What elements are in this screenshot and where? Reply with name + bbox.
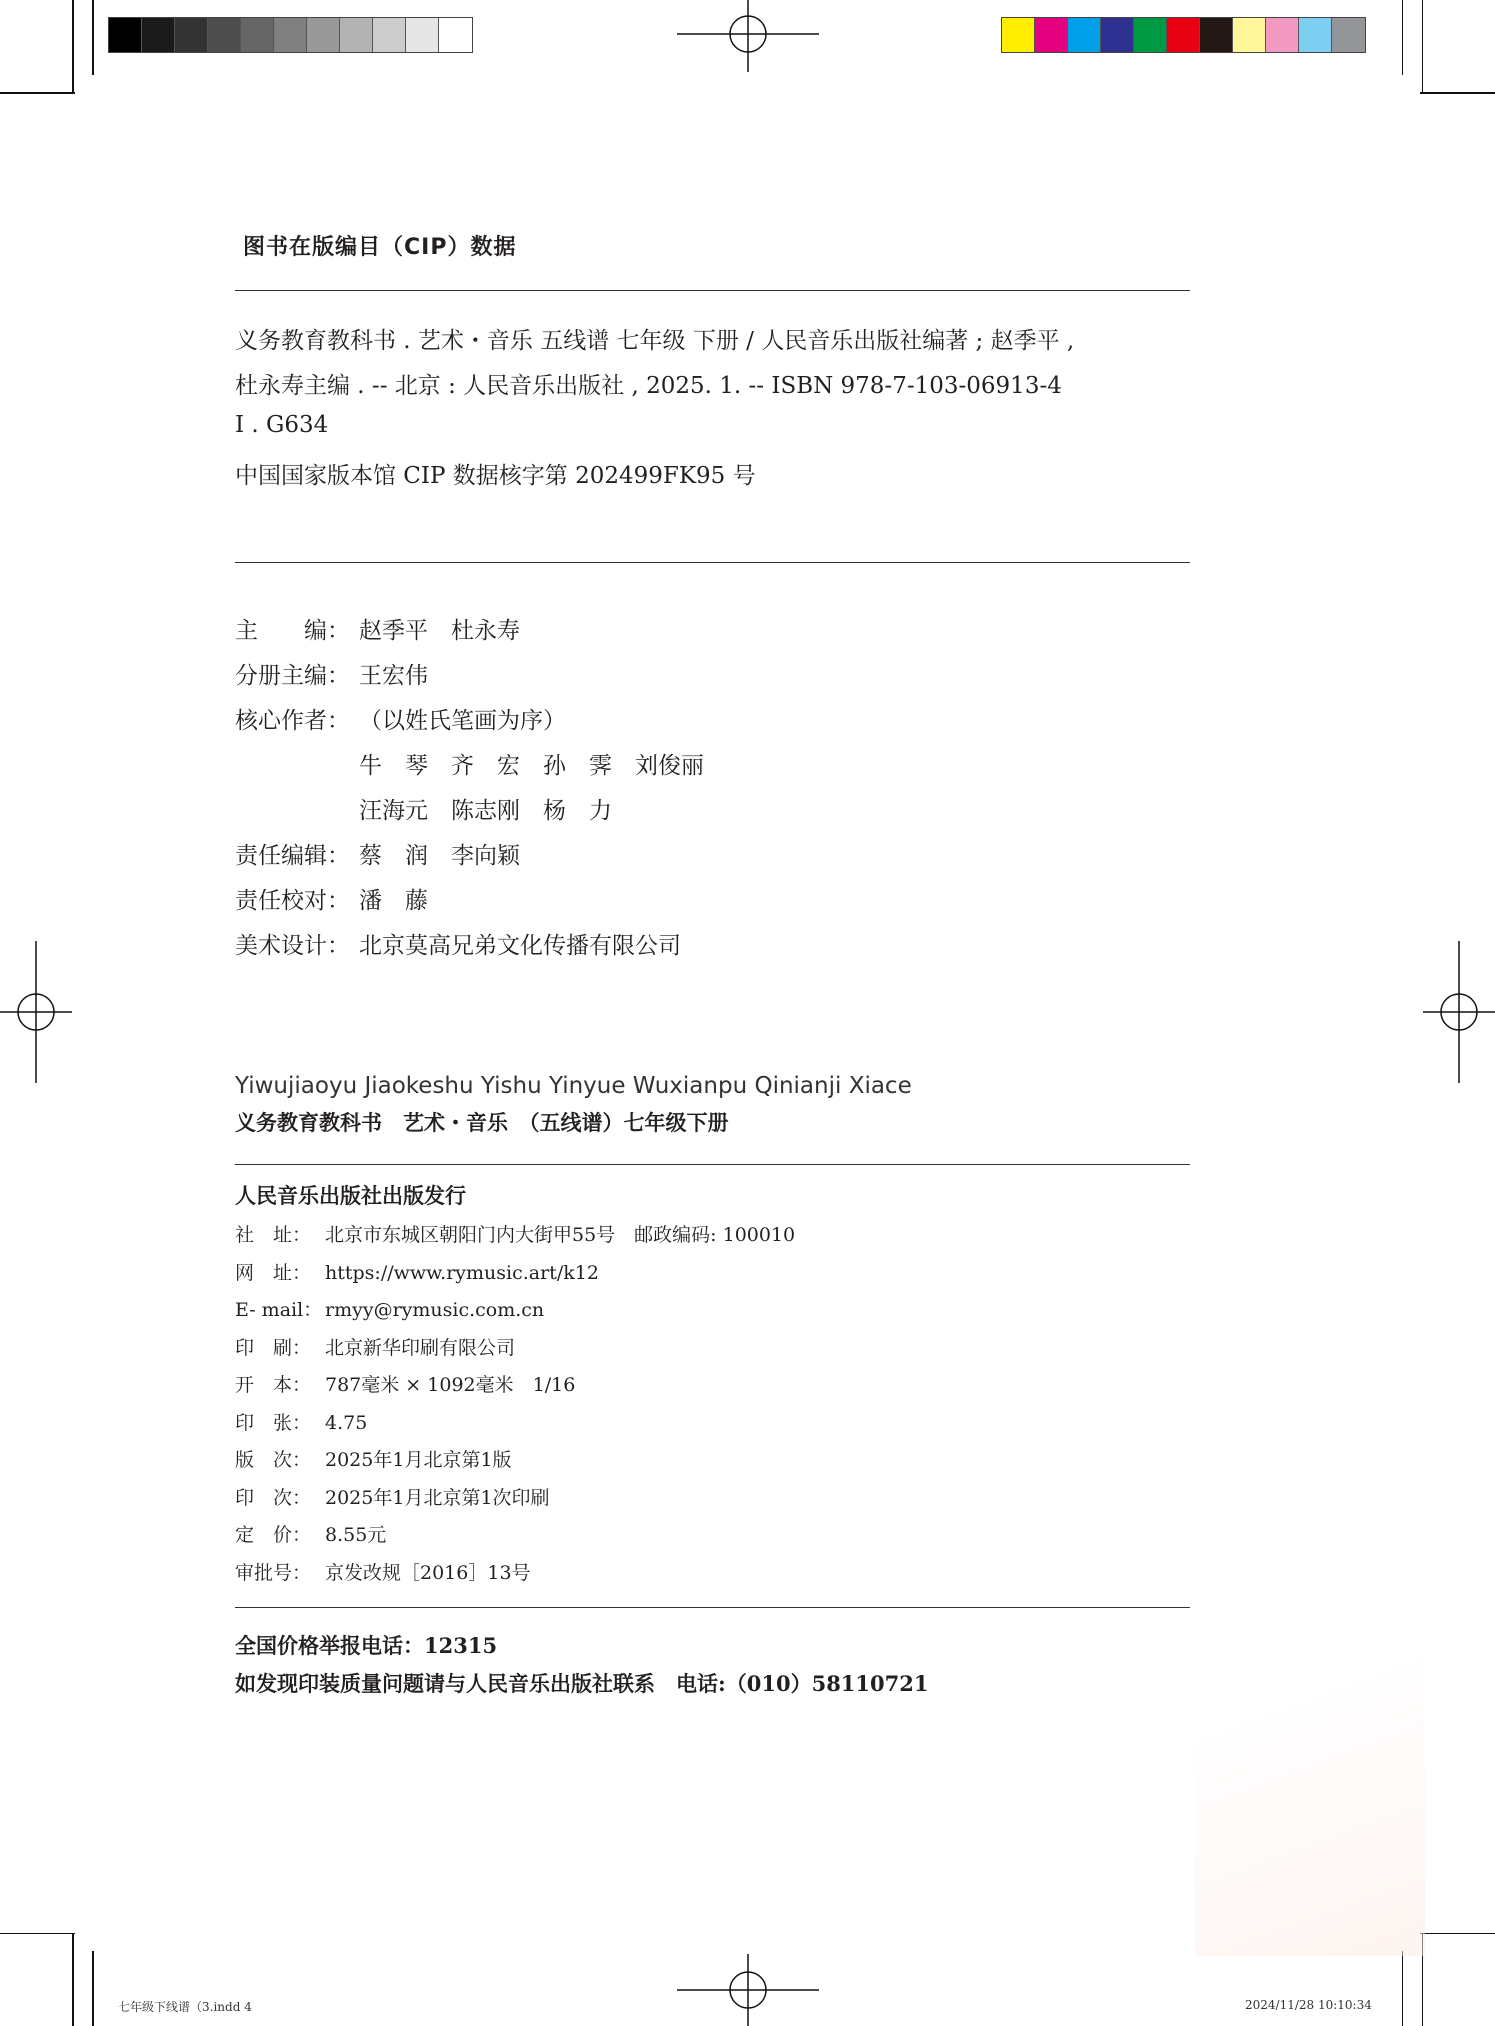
info-label: 印 张： xyxy=(235,1411,312,1434)
credit-core-authors-row1: 牛 琴 齐 宏 孙 霁 刘俊丽 xyxy=(359,753,704,779)
info-label: 版 次： xyxy=(235,1449,312,1471)
gray-swatch xyxy=(142,18,175,52)
credit-label: 美术设计： xyxy=(235,933,350,959)
info-value: 北京新华印刷有限公司 xyxy=(325,1336,516,1359)
color-bar xyxy=(1001,17,1366,53)
publisher-info-row xyxy=(235,1483,550,1510)
info-label: 社 址： xyxy=(235,1224,312,1246)
gray-swatch xyxy=(175,18,208,52)
publisher-heading: 人民音乐出版社出版发行 xyxy=(235,1183,466,1208)
info-label: E- mail： xyxy=(235,1299,323,1321)
info-value: 2025年1月北京第1版 xyxy=(325,1449,512,1471)
cip-line: 中国国家版本馆 CIP 数据核字第 202499FK95 号 xyxy=(235,463,756,489)
info-value: 787毫米 × 1092毫米 1/16 xyxy=(325,1374,576,1396)
registration-mark-left xyxy=(0,941,72,1083)
registration-mark-right xyxy=(1423,941,1495,1083)
credit-value: 王宏伟 xyxy=(359,663,428,689)
publisher-info-row xyxy=(235,1558,531,1585)
credit-value: （以姓氏笔画为序） xyxy=(359,708,566,734)
publisher-info-row xyxy=(235,1220,795,1247)
info-value: 4.75 xyxy=(325,1411,368,1434)
gray-swatch xyxy=(373,18,406,52)
registration-mark-bottom xyxy=(677,1954,819,2026)
book-title: 义务教育教科书 艺术・音乐 （五线谱）七年级下册 xyxy=(235,1110,729,1135)
divider xyxy=(235,1607,1190,1608)
registration-mark-top xyxy=(677,0,819,72)
info-label: 审批号： xyxy=(235,1561,312,1584)
gray-swatch xyxy=(307,18,340,52)
divider xyxy=(235,1164,1190,1165)
credit-value: 潘 藤 xyxy=(359,888,428,914)
info-label: 开 本： xyxy=(235,1374,312,1396)
cip-line: 杜永寿主编 . -- 北京 : 人民音乐出版社 , 2025. 1. -- ISBN 978-7-103-06913-4 xyxy=(235,373,1062,399)
credit-chief-editor xyxy=(235,612,520,645)
info-value: 京发改规［2016］13号 xyxy=(325,1561,531,1584)
grayscale-bar xyxy=(108,17,473,53)
gray-swatch xyxy=(241,18,274,52)
credit-label: 分册主编： xyxy=(235,663,350,689)
cip-line: 义务教育教科书 . 艺术・音乐 五线谱 七年级 下册 / 人民音乐出版社编著 ; 赵季平 , xyxy=(235,328,1075,354)
credit-label: 主 编： xyxy=(235,618,350,644)
info-value: 北京市东城区朝阳门内大街甲55号 邮政编码: 100010 xyxy=(325,1224,796,1246)
color-swatch xyxy=(1200,18,1233,52)
credit-art-design xyxy=(235,927,681,960)
color-swatch xyxy=(1101,18,1134,52)
gray-swatch xyxy=(340,18,373,52)
color-swatch xyxy=(1266,18,1299,52)
credit-value: 北京莫高兄弟文化传播有限公司 xyxy=(359,933,681,959)
color-swatch xyxy=(1002,18,1035,52)
info-value: 2025年1月北京第1次印刷 xyxy=(325,1486,550,1509)
divider xyxy=(235,290,1190,291)
credit-value: 蔡 润 李向颖 xyxy=(359,843,520,869)
gray-swatch xyxy=(406,18,439,52)
info-value: 8.55元 xyxy=(325,1524,387,1546)
info-value: https://www.rymusic.art/k12 xyxy=(325,1261,599,1284)
slug-filename: 七年级下线谱（3.indd 4 xyxy=(118,2000,252,2014)
credit-core-authors xyxy=(235,702,566,735)
credit-proofreader xyxy=(235,882,428,915)
publisher-info-row xyxy=(235,1295,544,1322)
color-swatch xyxy=(1299,18,1332,52)
color-swatch xyxy=(1167,18,1200,52)
publisher-info-row xyxy=(235,1370,575,1397)
cip-line: Ⅰ . G634 xyxy=(235,412,329,438)
publisher-info-row xyxy=(235,1258,599,1285)
price-hotline: 全国价格举报电话：12315 xyxy=(235,1633,498,1658)
quality-contact: 如发现印装质量问题请与人民音乐出版社联系 电话:（010）58110721 xyxy=(235,1671,929,1696)
publisher-info-row xyxy=(235,1445,512,1472)
credit-core-authors-row2: 汪海元 陈志刚 杨 力 xyxy=(359,798,612,824)
color-swatch xyxy=(1068,18,1101,52)
gray-swatch xyxy=(439,18,472,52)
info-label: 网 址： xyxy=(235,1261,312,1284)
slug-timestamp: 2024/11/28 10:10:34 xyxy=(1245,1998,1372,2012)
color-swatch xyxy=(1233,18,1266,52)
publisher-info-row xyxy=(235,1333,515,1360)
color-swatch xyxy=(1134,18,1167,52)
credit-responsible-editor xyxy=(235,837,520,870)
info-value: rmyy@rymusic.com.cn xyxy=(325,1299,545,1321)
credit-label: 责任编辑： xyxy=(235,843,350,869)
publisher-info-row xyxy=(235,1408,367,1435)
cip-title: 图书在版编目（CIP）数据 xyxy=(243,235,517,260)
color-swatch xyxy=(1035,18,1068,52)
gray-swatch xyxy=(109,18,142,52)
color-swatch xyxy=(1332,18,1365,52)
info-label: 定 价： xyxy=(235,1524,312,1546)
credit-label: 责任校对： xyxy=(235,888,350,914)
gray-swatch xyxy=(208,18,241,52)
credit-value: 赵季平 杜永寿 xyxy=(359,618,520,644)
corner-tint xyxy=(1195,1526,1425,1956)
gray-swatch xyxy=(274,18,307,52)
book-pinyin-title: Yiwujiaoyu Jiaokeshu Yishu Yinyue Wuxianpu Qinianji Xiace xyxy=(235,1073,912,1099)
divider xyxy=(235,562,1190,563)
credit-volume-editor xyxy=(235,657,428,690)
credit-label: 核心作者： xyxy=(235,708,350,734)
info-label: 印 刷： xyxy=(235,1336,312,1359)
info-label: 印 次： xyxy=(235,1486,312,1509)
publisher-info-row xyxy=(235,1520,386,1547)
